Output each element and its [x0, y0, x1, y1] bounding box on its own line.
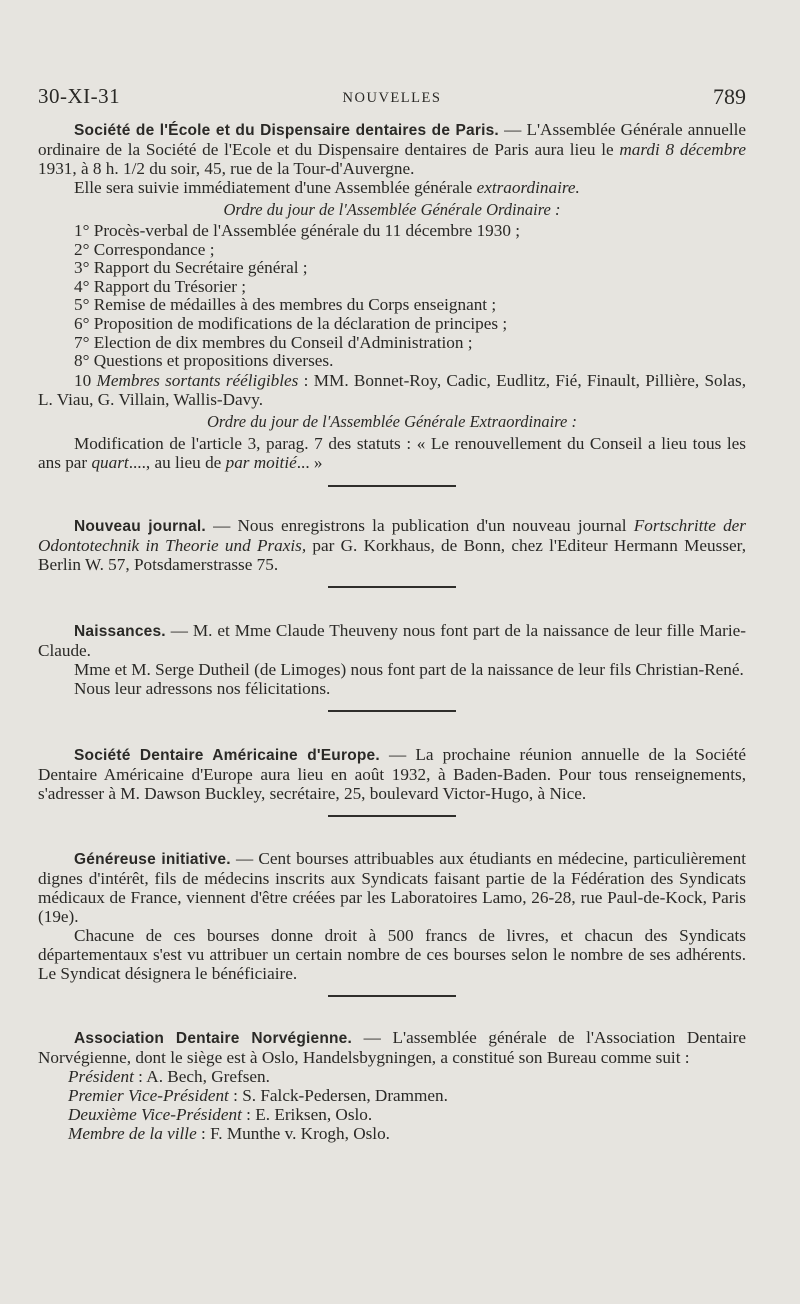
agenda-item: 2° Correspondance ; — [74, 239, 215, 259]
agenda-item: 4° Rapport du Trésorier ; — [74, 276, 247, 296]
extra-c: ... » — [296, 452, 323, 472]
ecole-followup — [38, 178, 746, 197]
agenda-item: 5° Remise de médailles à des membres du Corps enseignant ; — [74, 295, 497, 315]
notice-americaine — [38, 745, 746, 803]
naissances-p2: Mme et M. Serge Dutheil (de Limoges) nous font part de la naissance de leur fils Christian-René. — [74, 659, 744, 679]
notice-naissances — [38, 621, 746, 698]
naissances-title: Naissances. — [74, 622, 166, 640]
journal-text-a: — Nous enregistrons la publication d'un nouveau journal — [205, 515, 634, 535]
extra-em1: quart — [91, 452, 129, 472]
officer-role: Membre de la ville — [68, 1123, 197, 1143]
ecole-followup-em: extraordinaire. — [476, 178, 580, 197]
initiative-p1 — [38, 849, 746, 926]
members-num: 10 — [74, 370, 97, 390]
americaine-body: — La prochaine réunion annuelle de la Société Dentaire Américaine d'Europe aura lieu en août 1932, à Baden-Baden. Pour tous renseignements, s'adresser à M. Dawson Buckley, secrétaire, 25, boulevard Victor-Hugo, à Nice. — [38, 744, 746, 803]
agenda-item: 1° Procès-verbal de l'Assemblée générale du 11 décembre 1930 ; — [74, 221, 521, 240]
officer-name: : F. Munthe v. Krogh, Oslo. — [196, 1123, 390, 1143]
initiative-p2: Chacune de ces bourses donne droit à 500 francs de livres, et chacun des Syndicats départementaux s'est vu attribuer un certain nombre de ces bourses selon le nombre de ses adhérents. Le Syndicat désignera le bénéficiaire. — [38, 925, 746, 983]
notice-norvegienne — [38, 1028, 746, 1143]
agenda-item: 8° Questions et propositions diverses. — [74, 351, 334, 371]
naissances-p1-text: — M. et Mme Claude Theuveny nous font part de la naissance de leur fille Marie-Claude. — [38, 620, 746, 660]
ecole-members — [38, 371, 746, 409]
norvegienne-body: — L'assemblée générale de l'Association Dentaire Norvégienne, dont le siège est à Oslo, Handelsbygningen, a constitué son Bureau comme suit : — [38, 1027, 747, 1067]
ecole-intro-date: mardi 8 décembre — [619, 140, 746, 159]
officer-role: Président — [68, 1066, 134, 1086]
agenda-list — [38, 222, 746, 371]
members-label: Membres sortants rééligibles — [96, 370, 299, 390]
officer-role: Deuxième Vice-Président — [68, 1104, 242, 1124]
officer-name: : S. Falck-Pedersen, Drammen. — [228, 1085, 448, 1105]
agenda-item: 6° Proposition de modifications de la déclaration de principes ; — [74, 313, 508, 333]
officer-line — [38, 1067, 746, 1086]
naissances-p3: Nous leur adressons nos félicitations. — [74, 678, 331, 698]
officer-name: : E. Eriksen, Oslo. — [241, 1104, 373, 1124]
ecole-intro-b: 1931, à 8 h. 1/2 du soir, 45, rue de la Tour-d'Auvergne. — [38, 159, 415, 178]
members-list: : MM. Bonnet-Roy, Cadic, Eudlitz, Fié, Finault, Pillière, Solas, L. Viau, G. Villain, Wallis-Davy. — [38, 370, 746, 409]
running-head — [38, 84, 746, 120]
header-section: NOUVELLES — [342, 90, 442, 106]
ecole-extra — [38, 434, 746, 472]
extra-em2: par moitié — [225, 452, 297, 472]
extra-agenda-title: Ordre du jour de l'Assemblée Générale Extraordinaire : — [207, 411, 577, 431]
page — [38, 84, 746, 1143]
officer-line — [38, 1124, 746, 1143]
agenda-title: Ordre du jour de l'Assemblée Générale Ordinaire : — [223, 200, 561, 219]
initiative-title: Généreuse initiative. — [74, 850, 231, 868]
journal-text — [38, 516, 746, 574]
journal-text-b: par G. Korkhaus, de Bonn, chez l'Editeur Hermann Meusser, Berlin W. 57, Potsdamerstrasse 75. — [38, 535, 746, 574]
officer-line — [38, 1086, 746, 1105]
agenda-item: 7° Election de dix membres du Conseil d'Administration ; — [74, 332, 473, 352]
ecole-intro-a: — L'Assemblée Générale annuelle ordinaire de la Société de l'Ecole et du Dispensaire dentaires de Paris aura lieu le — [38, 120, 747, 159]
norvegienne-title: Association Dentaire Norvégienne. — [74, 1029, 353, 1047]
officer-line — [38, 1105, 746, 1124]
officer-role: Premier Vice-Président — [68, 1085, 229, 1105]
ecole-followup-a: Elle sera suivie immédiatement d'une Assemblée générale — [74, 178, 477, 197]
extra-a: Modification de l'article 3, parag. 7 des statuts : « Le renouvellement du Conseil a lieu tous les ans par — [38, 433, 746, 472]
header-date: 30-XI-31 — [38, 84, 121, 108]
extra-b: ...., au lieu de — [128, 452, 226, 472]
norvegienne-text — [38, 1028, 746, 1067]
page-number: 789 — [713, 84, 746, 109]
notice-ecole — [38, 120, 746, 472]
americaine-title: Société Dentaire Américaine d'Europe. — [74, 746, 380, 764]
agenda-item: 3° Rapport du Secrétaire général ; — [74, 258, 308, 278]
journal-title: Nouveau journal. — [74, 517, 206, 535]
notice-initiative — [38, 849, 746, 983]
americaine-text — [38, 745, 746, 803]
initiative-p1-text: — Cent bourses attribuables aux étudiants en médecine, particulièrement dignes d'intérêt, fils de médecins inscrits aux Syndicats faisant partie de la Fédération des Syndicats médicaux de France, viennent d'être créées par les Laboratoires Lamo, 26-28, rue Paul-de-Kock, Paris (19e). — [38, 848, 746, 926]
naissances-p1 — [38, 621, 746, 660]
notice-journal — [38, 516, 746, 574]
ecole-intro — [38, 120, 746, 178]
journal-name: Fortschritte der Odontotechnik in Theorie und Praxis, — [38, 515, 746, 555]
officer-name: : A. Bech, Grefsen. — [133, 1066, 270, 1086]
ecole-title: Société de l'École et du Dispensaire dentaires de Paris. — [74, 122, 499, 139]
